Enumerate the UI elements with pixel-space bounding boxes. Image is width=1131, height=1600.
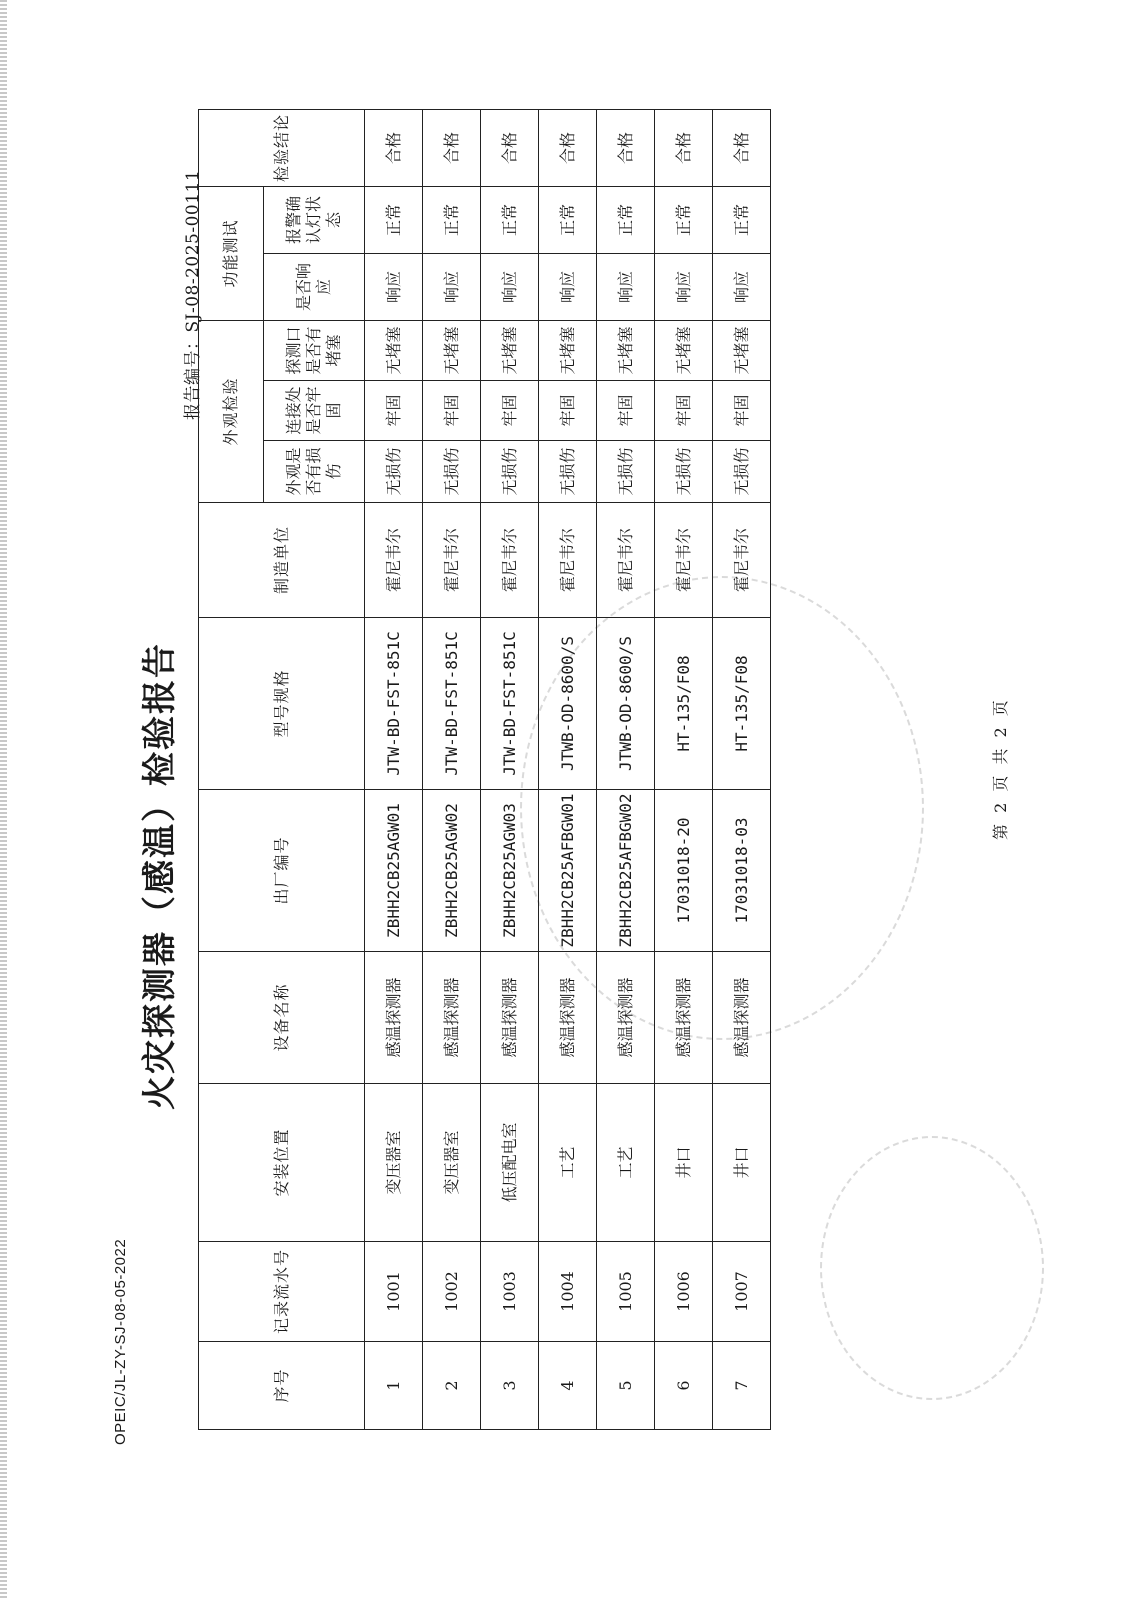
cell-damage: 无损伤 [713, 441, 771, 503]
cell-damage: 无损伤 [365, 441, 423, 503]
cell-alarm: 正常 [423, 186, 481, 253]
cell-connection: 牢固 [481, 381, 539, 441]
cell-model: JTWB-OD-8600/S [539, 618, 597, 790]
header-model: 型号规格 [199, 618, 365, 790]
cell-location: 井口 [655, 1084, 713, 1242]
table-row [365, 109, 423, 1429]
cell-connection: 牢固 [365, 381, 423, 441]
table-row [713, 109, 771, 1429]
cell-connection: 牢固 [713, 381, 771, 441]
cell-serial: ZBHH2CB25AFBGW01 [539, 790, 597, 952]
cell-model: JTW-BD-FST-851C [423, 618, 481, 790]
cell-seq: 1 [365, 1342, 423, 1430]
cell-alarm: 正常 [539, 186, 597, 253]
table-row [597, 109, 655, 1429]
faint-stamp-left [820, 1136, 1044, 1400]
page-title: 火灾探测器（感温）检验报告 [140, 642, 180, 1110]
header-function: 功能测试 [199, 186, 264, 320]
cell-seq: 6 [655, 1342, 713, 1430]
cell-model: JTW-BD-FST-851C [365, 618, 423, 790]
cell-seq: 3 [481, 1342, 539, 1430]
cell-location: 工艺 [597, 1084, 655, 1242]
cell-serial: ZBHH2CB25AFBGW02 [597, 790, 655, 952]
cell-manufacturer: 霍尼韦尔 [481, 503, 539, 618]
doc-code: OPEIC/JL-ZY-SJ-08-05-2022 [112, 1238, 129, 1445]
cell-record-no: 1004 [539, 1242, 597, 1342]
cell-probe: 无堵塞 [655, 320, 713, 380]
cell-alarm: 正常 [481, 186, 539, 253]
cell-manufacturer: 霍尼韦尔 [539, 503, 597, 618]
cell-damage: 无损伤 [597, 441, 655, 503]
header-function-response: 是否响应 [264, 253, 365, 320]
cell-alarm: 正常 [597, 186, 655, 253]
header-serial: 出厂编号 [199, 790, 365, 952]
report-number: 报告编号：SJ-08-2025-00111 [183, 169, 203, 420]
cell-probe: 无堵塞 [713, 320, 771, 380]
cell-conclusion: 合格 [539, 109, 597, 186]
cell-response: 响应 [423, 253, 481, 320]
cell-damage: 无损伤 [655, 441, 713, 503]
cell-manufacturer: 霍尼韦尔 [655, 503, 713, 618]
cell-manufacturer: 霍尼韦尔 [423, 503, 481, 618]
cell-model: HT-135/F08 [655, 618, 713, 790]
inspection-table [198, 109, 771, 1430]
header-appearance: 外观检验 [199, 320, 264, 502]
header-manufacturer: 制造单位 [199, 503, 365, 618]
cell-damage: 无损伤 [539, 441, 597, 503]
table-row [481, 109, 539, 1429]
cell-probe: 无堵塞 [365, 320, 423, 380]
cell-alarm: 正常 [655, 186, 713, 253]
cell-location: 工艺 [539, 1084, 597, 1242]
cell-seq: 4 [539, 1342, 597, 1430]
cell-damage: 无损伤 [481, 441, 539, 503]
cell-record-no: 1001 [365, 1242, 423, 1342]
cell-device-name: 感温探测器 [539, 952, 597, 1084]
cell-device-name: 感温探测器 [655, 952, 713, 1084]
header-location: 安装位置 [199, 1084, 365, 1242]
table-row [423, 109, 481, 1429]
cell-serial: ZBHH2CB25AGW02 [423, 790, 481, 952]
cell-probe: 无堵塞 [539, 320, 597, 380]
cell-response: 响应 [365, 253, 423, 320]
cell-record-no: 1003 [481, 1242, 539, 1342]
cell-connection: 牢固 [539, 381, 597, 441]
header-record-no: 记录流水号 [199, 1242, 365, 1342]
cell-model: JTW-BD-FST-851C [481, 618, 539, 790]
cell-device-name: 感温探测器 [365, 952, 423, 1084]
cell-alarm: 正常 [713, 186, 771, 253]
cell-location: 井口 [713, 1084, 771, 1242]
cell-record-no: 1007 [713, 1242, 771, 1342]
header-seq: 序号 [199, 1342, 365, 1430]
table-row [655, 109, 713, 1429]
cell-serial: 17031018-03 [713, 790, 771, 952]
cell-connection: 牢固 [423, 381, 481, 441]
cell-conclusion: 合格 [481, 109, 539, 186]
cell-record-no: 1002 [423, 1242, 481, 1342]
cell-response: 响应 [481, 253, 539, 320]
header-device-name: 设备名称 [199, 952, 365, 1084]
cell-seq: 2 [423, 1342, 481, 1430]
table-row [539, 109, 597, 1429]
cell-location: 低压配电室 [481, 1084, 539, 1242]
cell-serial: 17031018-20 [655, 790, 713, 952]
cell-model: JTWB-OD-8600/S [597, 618, 655, 790]
cell-device-name: 感温探测器 [713, 952, 771, 1084]
cell-response: 响应 [597, 253, 655, 320]
cell-probe: 无堵塞 [423, 320, 481, 380]
cell-alarm: 正常 [365, 186, 423, 253]
cell-probe: 无堵塞 [481, 320, 539, 380]
cell-conclusion: 合格 [423, 109, 481, 186]
cell-seq: 5 [597, 1342, 655, 1430]
header-conclusion: 检验结论 [199, 109, 365, 186]
cell-record-no: 1005 [597, 1242, 655, 1342]
cell-connection: 牢固 [597, 381, 655, 441]
cell-location: 变压器室 [365, 1084, 423, 1242]
cell-location: 变压器室 [423, 1084, 481, 1242]
cell-response: 响应 [539, 253, 597, 320]
cell-connection: 牢固 [655, 381, 713, 441]
page-number: 第 2 页 共 2 页 [991, 697, 1010, 840]
cell-conclusion: 合格 [597, 109, 655, 186]
cell-manufacturer: 霍尼韦尔 [597, 503, 655, 618]
cell-seq: 7 [713, 1342, 771, 1430]
cell-response: 响应 [713, 253, 771, 320]
cell-serial: ZBHH2CB25AGW01 [365, 790, 423, 952]
header-appearance-connection: 连接处是否牢固 [264, 381, 365, 441]
header-appearance-damage: 外观是否有损伤 [264, 441, 365, 503]
cell-probe: 无堵塞 [597, 320, 655, 380]
header-row-1 [199, 109, 264, 1429]
cell-conclusion: 合格 [365, 109, 423, 186]
cell-device-name: 感温探测器 [597, 952, 655, 1084]
cell-manufacturer: 霍尼韦尔 [365, 503, 423, 618]
cell-device-name: 感温探测器 [423, 952, 481, 1084]
header-appearance-probe: 探测口是否有堵塞 [264, 320, 365, 380]
cell-device-name: 感温探测器 [481, 952, 539, 1084]
cell-manufacturer: 霍尼韦尔 [713, 503, 771, 618]
cell-conclusion: 合格 [713, 109, 771, 186]
header-function-alarm: 报警确认灯状态 [264, 186, 365, 253]
cell-conclusion: 合格 [655, 109, 713, 186]
cell-response: 响应 [655, 253, 713, 320]
cell-model: HT-135/F08 [713, 618, 771, 790]
cell-damage: 无损伤 [423, 441, 481, 503]
cell-record-no: 1006 [655, 1242, 713, 1342]
cell-serial: ZBHH2CB25AGW03 [481, 790, 539, 952]
